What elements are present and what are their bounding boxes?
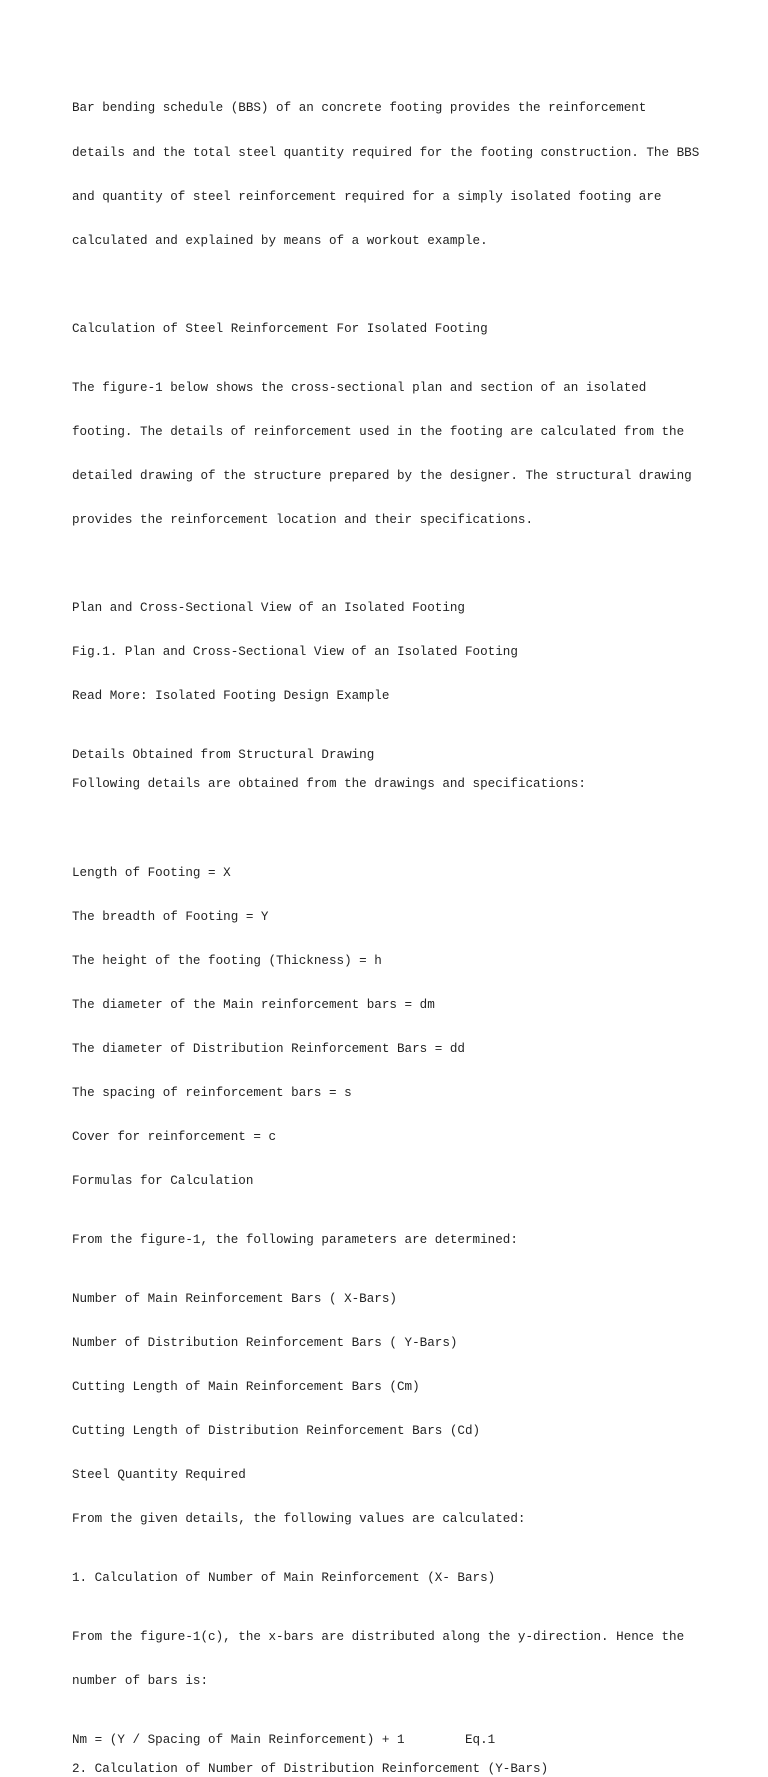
details-heading: Details Obtained from Structural Drawing (72, 748, 375, 763)
list-item: Length of Footing = X (72, 865, 231, 880)
list-item: The spacing of reinforcement bars = s (72, 1086, 352, 1101)
document-page (72, 72, 712, 1777)
params-intro: From the figure-1, the following parameters are determined: (72, 1233, 518, 1248)
equation-line: Nm = (Y / Spacing of Main Reinforcement) + 1 Eq.1 (72, 1732, 496, 1747)
list-item: Cutting Length of Distribution Reinforcement Bars (Cd) (72, 1424, 481, 1439)
text-line: number of bars is: (72, 1674, 209, 1688)
figure-caption: Fig.1. Plan and Cross-Sectional View of an Isolated Footing (72, 645, 518, 660)
list-item: Formulas for Calculation (72, 1174, 254, 1189)
figure-title: Plan and Cross-Sectional View of an Isolated Footing (72, 601, 465, 616)
text-line: The figure-1 below shows the cross-sectional plan and section of an isolated (72, 380, 647, 395)
text-line: calculated and explained by means of a workout example. (72, 233, 488, 248)
list-item: Number of Main Reinforcement Bars ( X-Bars) (72, 1291, 397, 1306)
figure-caption-block (72, 572, 712, 734)
text-line: detailed drawing of the structure prepared by the designer. The structural drawing (72, 468, 692, 483)
step2-heading: 2. Calculation of Number of Distribution Reinforcement (Y-Bars) (72, 1762, 549, 1777)
list-item: The breadth of Footing = Y (72, 909, 269, 924)
list-item: The diameter of Distribution Reinforcement Bars = dd (72, 1042, 465, 1057)
text-line: Bar bending schedule (BBS) of an concrete footing provides the reinforcement (72, 101, 647, 116)
figure-paragraph (72, 351, 712, 557)
text-line: provides the reinforcement location and their specifications. (72, 512, 534, 527)
details-intro: Following details are obtained from the drawings and specifications: (72, 777, 586, 792)
intro-paragraph (72, 72, 712, 278)
list-item: Steel Quantity Required (72, 1468, 246, 1483)
read-more-line: Read More: Isolated Footing Design Example (72, 689, 390, 704)
list-item: Cutting Length of Main Reinforcement Bars (Cm) (72, 1380, 420, 1395)
text-line: footing. The details of reinforcement used in the footing are calculated from the (72, 424, 685, 439)
list-item: Cover for reinforcement = c (72, 1130, 277, 1145)
list-item: Number of Distribution Reinforcement Bars ( Y-Bars) (72, 1335, 458, 1350)
text-line: From the figure-1(c), the x-bars are distributed along the y-direction. Hence the (72, 1629, 685, 1644)
list-item: The height of the footing (Thickness) = h (72, 953, 382, 968)
step1-heading: 1. Calculation of Number of Main Reinforcement (X- Bars) (72, 1571, 496, 1586)
list-item: The diameter of the Main reinforcement bars = dm (72, 997, 435, 1012)
text-line: details and the total steel quantity required for the footing construction. The BBS (72, 145, 700, 160)
step1-paragraph (72, 1601, 712, 1719)
params-list (72, 1262, 712, 1556)
section-title: Calculation of Steel Reinforcement For Isolated Footing (72, 321, 488, 336)
list-item: From the given details, the following values are calculated: (72, 1512, 526, 1527)
text-line: and quantity of steel reinforcement required for a simply isolated footing are (72, 189, 662, 204)
details-list (72, 836, 712, 1218)
